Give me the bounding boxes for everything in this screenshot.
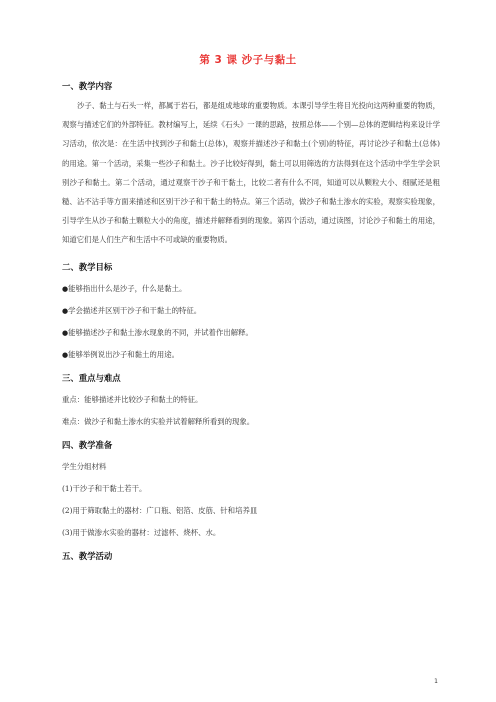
lesson-title: 第 3 课 沙子与黏土 [199,54,297,66]
page-number: 1 [434,678,438,685]
section-heading-content: 一、教学内容 [62,81,113,91]
preparation-line: (2)用于筛取黏土的器材：广口瓶、铝箔、皮筋、针和培养皿 [62,505,258,515]
objective-item: ● 能够指出什么是沙子，什么是黏土。 [62,283,440,295]
document-body [62,80,440,562]
section-heading-objectives: 二、教学目标 [62,261,113,272]
preparation-line: 学生分组材料 [62,461,107,471]
section-heading-preparation: 四、教学准备 [62,439,113,450]
objective-item: ● 能够举例说出沙子和黏土的用途。 [62,349,440,361]
objective-item: ● 能够描述沙子和黏土渗水现象的不同，并试着作出解释。 [62,327,440,339]
section-heading-activities: 五、教学活动 [62,550,113,561]
difficulty-line: 难点：做沙子和黏土渗水的实验并试着解释所看到的现象。 [62,416,255,426]
section-paragraph-content: 沙子、黏土与石头一样，都属于岩石，都是组成地球的重要物质。本课引导学生将目光投向这两种重要的物质，观察与描述它们的外部特征。教材编写上，延续《石头》一课的思路，按照总体——个别—总体的逻辑结构来设计学习活动，依次是：在生活中找到沙子和黏土(总体)，观察并描述沙子和黏土(个别)的特征，再讨论沙子和黏土(总体)的用途。第一个活动，采集一些沙子和黏土。沙子比较好得到，黏土可以用筛选的方法得到在这个活动中学生学会识别沙子和黏土。第二个活动，通过观察干沙子和干黏土，比较二者有什么不同，知道可以从颗粒大小、细腻还是粗糙、沾不沾手等方面来描述和区别干沙子和干黏土的特点。第三个活动，做沙子和黏土渗水的实验，观察实验现象，引导学生从沙子和黏土颗粒大小的角度，描述并解释看到的现象。第四个活动，通过读图，讨论沙子和黏土的用途，知道它们是人们生产和生活中不可或缺的重要物质。 [62,101,440,245]
preparation-line: (1)干沙子和干黏土若干。 [62,483,147,493]
section-heading-key-points: 三、重点与难点 [62,372,121,383]
objective-item: ● 学会描述并区别干沙子和干黏土的特征。 [62,305,440,317]
preparation-line: (3)用于做渗水实验的器材：过滤杯、烧杯、水。 [62,527,221,537]
key-point-line: 重点：能够描述并比较沙子和黏土的特征。 [62,394,203,404]
